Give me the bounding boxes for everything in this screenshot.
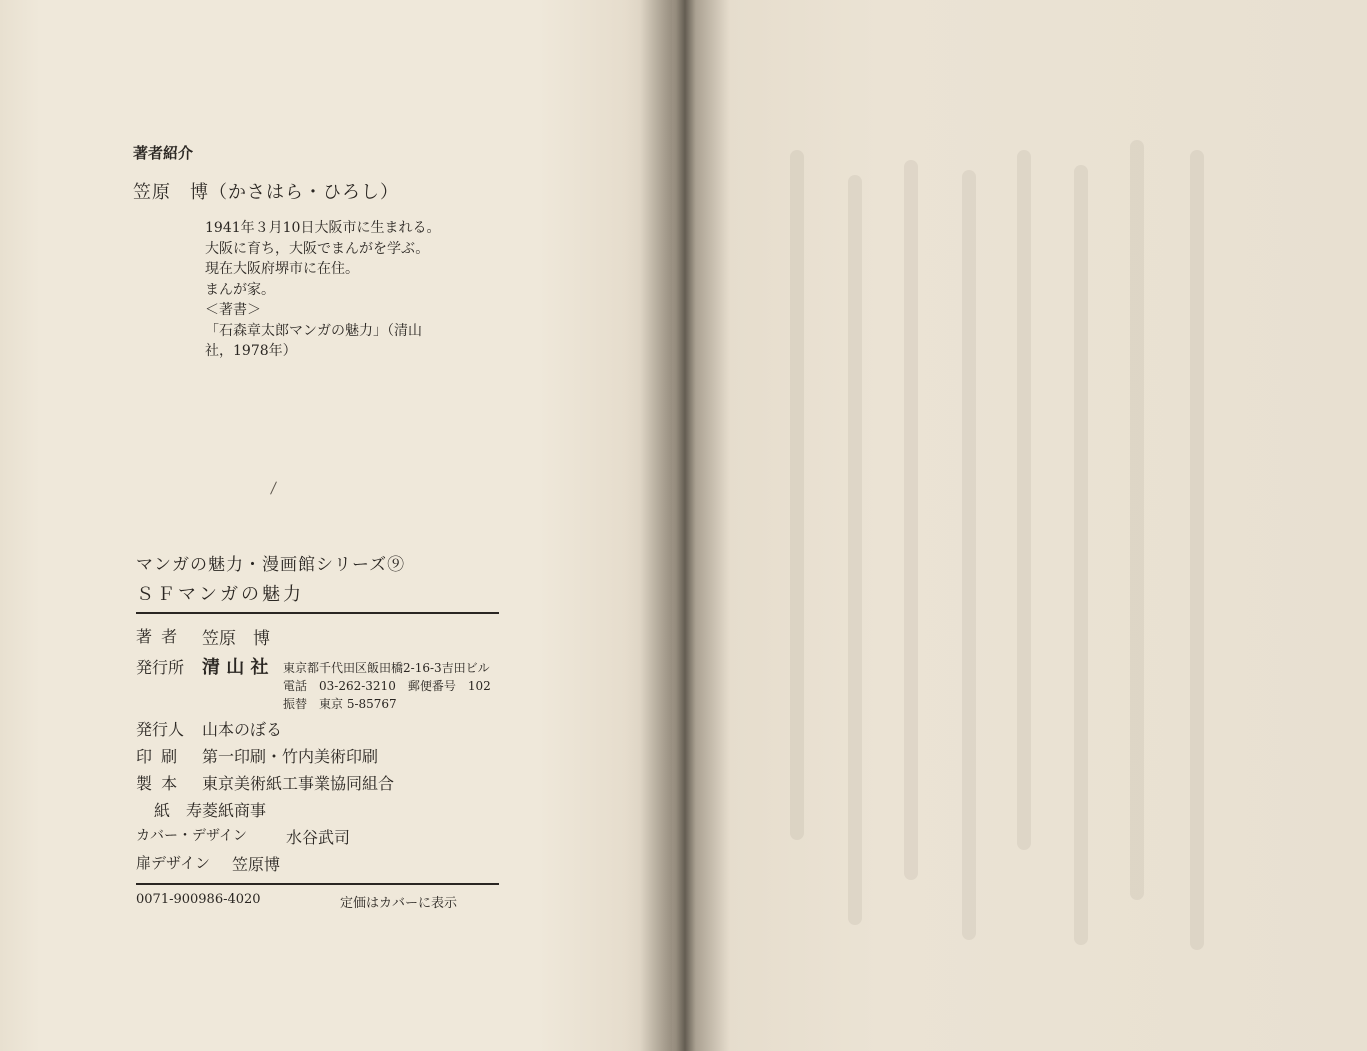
bio-line: ＜著書＞ [205, 302, 261, 318]
section-title: 著者紹介 [133, 144, 194, 162]
book-code: 0071-900986-4020 [136, 892, 261, 907]
issuer-label: 発行人 [136, 720, 185, 739]
cover-design-label: カバー・デザイン [136, 828, 248, 844]
show-through-text [848, 175, 862, 925]
bio-line: 「石森章太郎マンガの魅力」（清山 [205, 322, 422, 339]
show-through-text [962, 170, 976, 940]
door-design-value: 笠原博 [232, 855, 281, 874]
colophon-top-rule [136, 612, 499, 614]
show-through-text [1017, 150, 1031, 850]
bio-line: 大阪に育ち，大阪でまんがを学ぶ。 [205, 240, 430, 257]
left-page [0, 0, 672, 1051]
colophon-bottom-rule [136, 883, 499, 885]
show-through-text [1130, 140, 1144, 900]
publisher-transfer: 振替 東京 5-85767 [283, 697, 397, 711]
book-gutter [640, 0, 730, 1051]
pencil-mark [270, 481, 277, 494]
binding-label: 製 本 [136, 774, 180, 793]
book-title: ＳＦマンガの魅力 [136, 584, 304, 605]
author-value: 笠原 博 [202, 629, 270, 649]
right-page [672, 0, 1367, 1051]
bio-line: 1941年３月10日大阪市に生まれる。 [205, 220, 441, 236]
publisher-name: 清 山 社 [202, 657, 269, 678]
show-through-text [904, 160, 918, 880]
printing-value: 第一印刷・竹内美術印刷 [202, 747, 379, 766]
publisher-label: 発行所 [136, 658, 185, 677]
publisher-phone: 電話 03-262-3210 郵便番号 102 [283, 679, 491, 693]
author-name: 笠原 博（かさはら・ひろし） [133, 182, 399, 203]
author-bio [205, 218, 440, 362]
series-title: マンガの魅力・漫画館シリーズ⑨ [136, 555, 406, 575]
show-through-text [1074, 165, 1088, 945]
binding-value: 東京美術紙工事業協同組合 [202, 774, 395, 793]
bio-line: 現在大阪府堺市に在住。 [205, 261, 359, 277]
bio-line: まんが家。 [205, 281, 275, 298]
paper-label: 紙 [154, 801, 171, 820]
author-label: 著 者 [136, 627, 180, 646]
paper-value: 寿菱紙商事 [186, 801, 267, 820]
door-design-label: 扉デザイン [136, 854, 210, 872]
publisher-address: 東京都千代田区飯田橋2-16-3吉田ビル [283, 661, 490, 675]
show-through-text [1190, 150, 1204, 950]
issuer-value: 山本のぼる [202, 720, 283, 739]
show-through-text [790, 150, 804, 840]
bio-line: 社，1978年） [205, 343, 297, 359]
cover-design-value: 水谷武司 [286, 828, 351, 847]
price-note: 定価はカバーに表示 [340, 896, 458, 911]
printing-label: 印 刷 [136, 747, 180, 766]
